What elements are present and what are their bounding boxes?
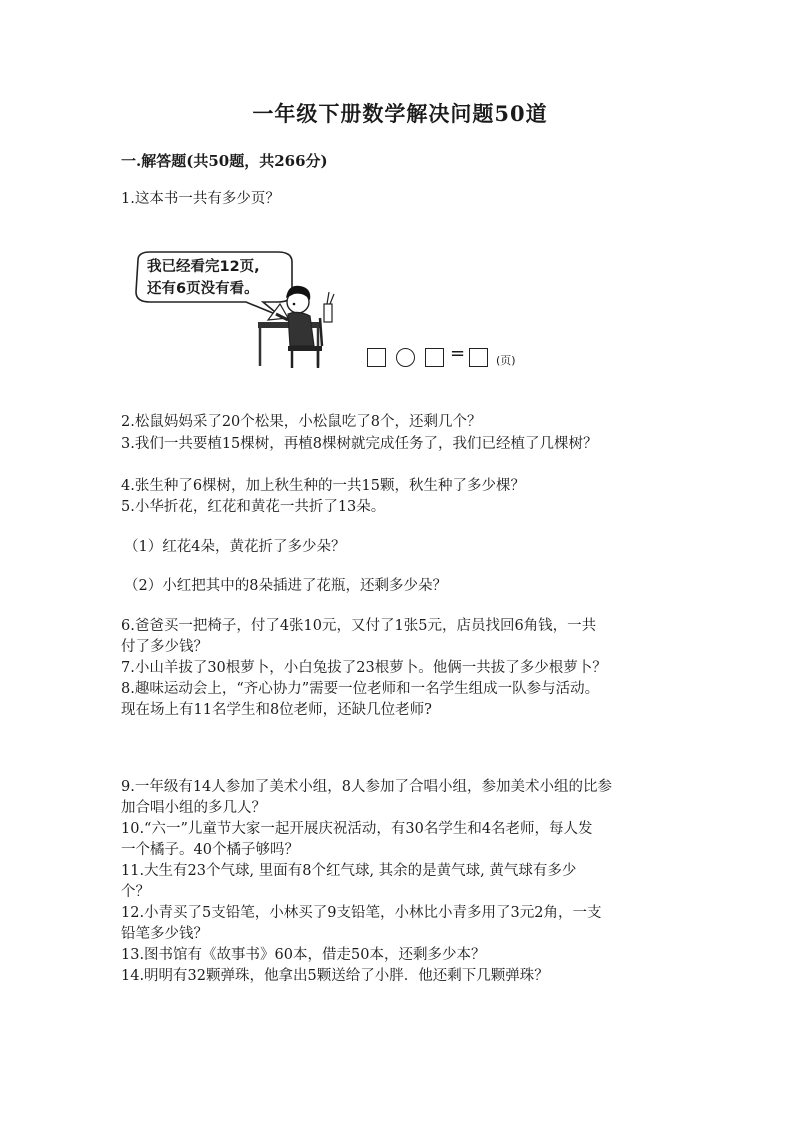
answer-box-2[interactable] xyxy=(425,348,444,367)
question-4: 4.张生种了6棵树，加上秋生种的一共15颗，秋生种了多少棵？ xyxy=(121,478,526,494)
question-12-line-1: 12.小青买了5支铅笔，小林买了9支铅笔，小林比小青多用了3元2角，一支 xyxy=(121,905,602,921)
question-3: 3.我们一共要植15棵树，再植8棵树就完成任务了，我们已经植了几棵树？ xyxy=(121,436,598,452)
question-13: 13.图书馆有《故事书》60本，借走50本，还剩多少本？ xyxy=(121,947,486,963)
question-11-line-2: 个？ xyxy=(121,884,150,900)
section-heading: 一.解答题(共50题，共266分) xyxy=(121,152,328,170)
speech-bubble-line-2: 还有6页没有看。 xyxy=(147,281,259,297)
question-1: 1.这本书一共有多少页？ xyxy=(121,191,280,207)
equals-sign: = xyxy=(450,343,466,364)
question-8-line-2: 现在场上有11名学生和8位老师，还缺几位老师? xyxy=(121,702,432,718)
question-6-line-1: 6.爸爸买一把椅子，付了4张10元，又付了1张5元，店员找回6角钱，一共 xyxy=(121,618,597,634)
question-5-part-2: （2）小红把其中的8朵插进了花瓶，还剩多少朵？ xyxy=(124,578,447,594)
question-12-line-2: 铅笔多少钱？ xyxy=(121,926,208,942)
speech-bubble-line-1: 我已经看完12页, xyxy=(147,259,260,275)
question-7: 7.小山羊拔了30根萝卜，小白兔拔了23根萝卜。他俩一共拔了多少根萝卜？ xyxy=(121,660,607,676)
question-10-line-2: 一个橘子。40个橘子够吗？ xyxy=(121,842,299,858)
question-9-line-1: 9.一年级有14人参加了美术小组，8人参加了合唱小组，参加美术小组的比参 xyxy=(121,779,613,795)
operator-circle[interactable] xyxy=(396,348,415,367)
answer-box-1[interactable] xyxy=(367,348,386,367)
question-8-line-1: 8.趣味运动会上，“齐心协力”需要一位老师和一名学生组成一队参与活动。 xyxy=(121,681,600,697)
question-5: 5.小华折花，红花和黄花一共折了13朵。 xyxy=(121,499,386,515)
question-5-part-1: （1）红花4朵，黄花折了多少朵？ xyxy=(124,539,346,555)
answer-box-3[interactable] xyxy=(469,348,488,367)
question-10-line-1: 10.“六一”儿童节大家一起开展庆祝活动，有30名学生和4名老师，每人发 xyxy=(121,821,593,837)
question-6-line-2: 付了多少钱？ xyxy=(121,639,208,655)
question-11-line-1: 11.大生有23个气球, 里面有8个红气球, 其余的是黄气球, 黄气球有多少 xyxy=(121,863,577,879)
question-14: 14.明明有32颗弹珠，他拿出5颗送给了小胖．他还剩下几颗弹珠？ xyxy=(121,968,549,984)
unit-label: (页) xyxy=(496,354,516,367)
page-title: 一年级下册数学解决问题50道 xyxy=(252,101,548,126)
question-2: 2.松鼠妈妈采了20个松果，小松鼠吃了8个，还剩几个？ xyxy=(121,414,482,430)
question-9-line-2: 加合唱小组的多几人？ xyxy=(121,800,266,816)
